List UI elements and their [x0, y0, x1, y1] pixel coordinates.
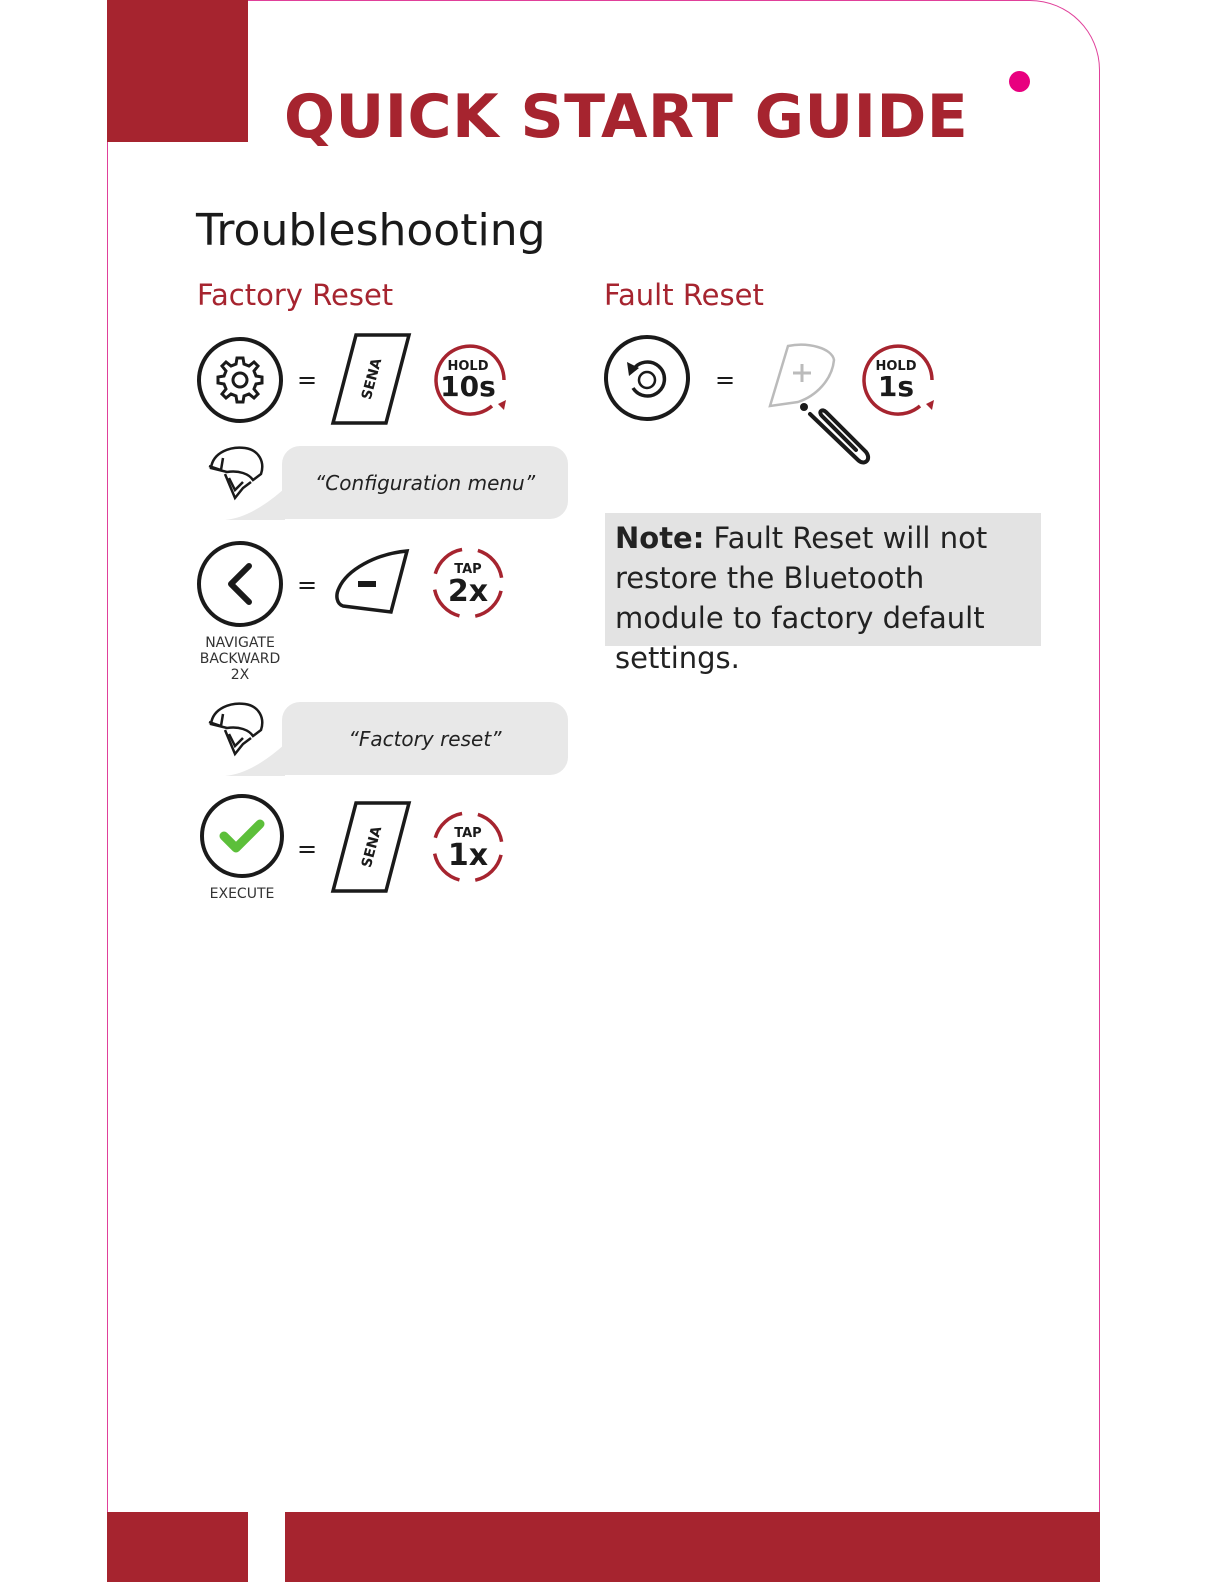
- factory-reset-title: Factory Reset: [197, 278, 394, 312]
- device-label: SENA: [358, 824, 386, 870]
- minus-button-icon: [333, 548, 413, 616]
- equals-sign: =: [715, 366, 736, 394]
- note-box: [605, 513, 1041, 675]
- tap-counter-icon: [430, 544, 510, 624]
- speech-bubble-configuration-menu: [282, 446, 568, 519]
- footer-bar-left: [107, 1512, 248, 1582]
- svg-text:2x: 2x: [447, 574, 489, 609]
- corner-block: [107, 0, 248, 142]
- svg-text:TAP: TAP: [454, 826, 482, 841]
- page-title: QUICK START GUIDE: [284, 82, 969, 152]
- tap-counter-icon: [430, 808, 510, 888]
- svg-text:HOLD: HOLD: [447, 359, 489, 374]
- device-label: SENA: [358, 356, 386, 402]
- equals-sign: =: [297, 835, 318, 863]
- hold-timer-icon: [430, 340, 510, 420]
- fault-reset-title: Fault Reset: [604, 278, 764, 312]
- svg-text:1x: 1x: [447, 838, 489, 873]
- svg-text:TAP: TAP: [454, 562, 482, 577]
- speech-text: “Configuration menu”: [314, 470, 536, 495]
- equals-sign: =: [297, 366, 318, 394]
- bubble-tail: [225, 744, 285, 776]
- equals-sign: =: [297, 571, 318, 599]
- footer-bar-right: [285, 1512, 1100, 1582]
- checkmark-icon: [198, 794, 286, 882]
- svg-text:10s: 10s: [440, 370, 496, 403]
- sena-button-icon: [330, 332, 414, 426]
- section-title: Troubleshooting: [196, 205, 546, 256]
- svg-text:HOLD: HOLD: [875, 359, 917, 374]
- svg-text:1s: 1s: [877, 370, 915, 403]
- speech-bubble-factory-reset: [282, 702, 568, 775]
- sena-button-icon: [330, 800, 414, 894]
- execute-caption: EXECUTE: [209, 886, 275, 902]
- gear-icon: [196, 336, 284, 424]
- restart-icon: [603, 334, 691, 422]
- bubble-tail: [225, 488, 285, 520]
- marker-dot: [1009, 71, 1030, 92]
- note-text: Fault Reset will not restore the Bluetooth module to factory default settings.: [615, 521, 988, 675]
- chevron-left-icon: [196, 540, 284, 628]
- speech-text: “Factory reset”: [348, 726, 502, 751]
- navigate-backward-caption: NAVIGATE BACKWARD 2X: [199, 635, 281, 683]
- hold-timer-icon: [858, 340, 938, 420]
- note-label: Note:: [615, 521, 705, 555]
